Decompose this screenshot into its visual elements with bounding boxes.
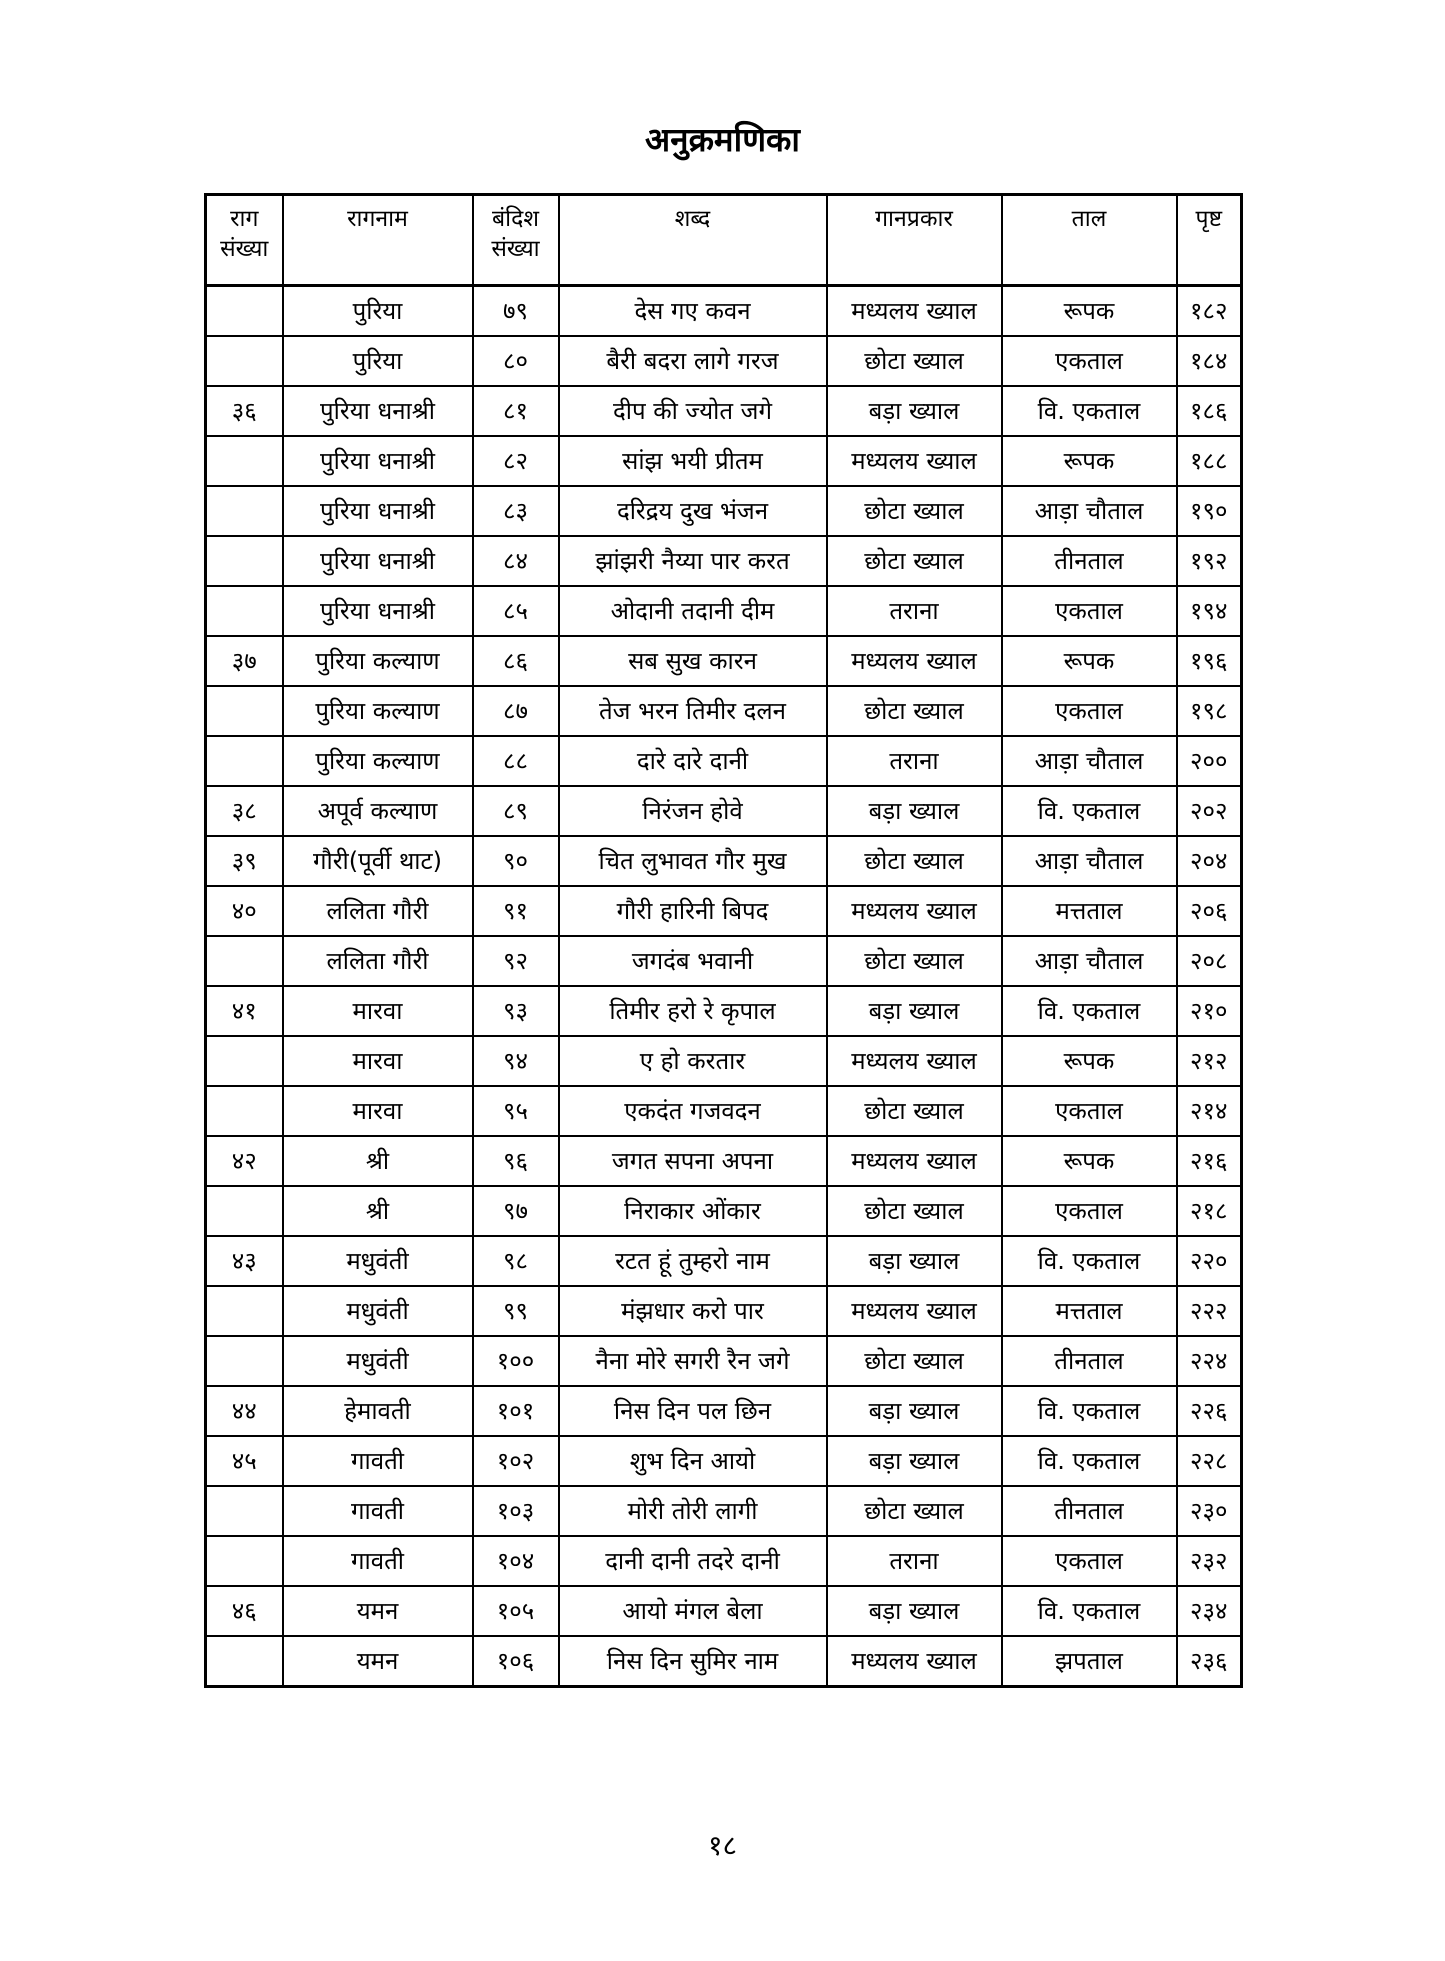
table-row [206, 536, 1242, 586]
cell-prishth: १९६ [1177, 636, 1242, 686]
cell-taal: आड़ा चौताल [1002, 836, 1177, 886]
column-header-prishth: पृष्ट [1177, 195, 1242, 286]
cell-raagnaam: मारवा [283, 986, 473, 1036]
cell-raag-sankhya: ४२ [206, 1136, 283, 1186]
cell-raagnaam: पुरिया धनाश्री [283, 586, 473, 636]
cell-taal: एकताल [1002, 336, 1177, 386]
cell-gaanprakar: मध्यलय ख्याल [827, 1036, 1002, 1086]
cell-shabd: दीप की ज्योत जगे [559, 386, 827, 436]
cell-gaanprakar: बड़ा ख्याल [827, 1386, 1002, 1436]
cell-gaanprakar: छोटा ख्याल [827, 1336, 1002, 1386]
table-row [206, 1036, 1242, 1086]
cell-bandish-sankhya: ९६ [473, 1136, 559, 1186]
cell-prishth: २१४ [1177, 1086, 1242, 1136]
cell-taal: वि. एकताल [1002, 1436, 1177, 1486]
cell-raagnaam: श्री [283, 1186, 473, 1236]
cell-raag-sankhya [206, 586, 283, 636]
table-row [206, 1136, 1242, 1186]
cell-raag-sankhya [206, 1286, 283, 1336]
cell-prishth: २१६ [1177, 1136, 1242, 1186]
cell-raag-sankhya: ३९ [206, 836, 283, 886]
cell-raagnaam: पुरिया धनाश्री [283, 486, 473, 536]
table-row [206, 486, 1242, 536]
cell-raagnaam: गावती [283, 1486, 473, 1536]
cell-taal: वि. एकताल [1002, 1386, 1177, 1436]
cell-bandish-sankhya: ७९ [473, 286, 559, 337]
cell-taal: रूपक [1002, 1036, 1177, 1086]
cell-raagnaam: पुरिया कल्याण [283, 636, 473, 686]
cell-bandish-sankhya: ८१ [473, 386, 559, 436]
cell-raagnaam: पुरिया धनाश्री [283, 436, 473, 486]
cell-prishth: १९८ [1177, 686, 1242, 736]
cell-taal: रूपक [1002, 1136, 1177, 1186]
table-row [206, 986, 1242, 1036]
cell-prishth: २२६ [1177, 1386, 1242, 1436]
cell-bandish-sankhya: ८९ [473, 786, 559, 836]
cell-shabd: मंझधार करो पार [559, 1286, 827, 1336]
cell-shabd: निरंजन होवे [559, 786, 827, 836]
cell-shabd: झांझरी नैय्या पार करत [559, 536, 827, 586]
cell-raag-sankhya [206, 936, 283, 986]
cell-taal: वि. एकताल [1002, 1236, 1177, 1286]
cell-raag-sankhya [206, 536, 283, 586]
cell-bandish-sankhya: १०० [473, 1336, 559, 1386]
page-title: अनुक्रमणिका [645, 120, 800, 159]
cell-shabd: निस दिन पल छिन [559, 1386, 827, 1436]
cell-gaanprakar: बड़ा ख्याल [827, 1586, 1002, 1636]
cell-gaanprakar: छोटा ख्याल [827, 1186, 1002, 1236]
cell-taal: झपताल [1002, 1636, 1177, 1687]
cell-raagnaam: यमन [283, 1636, 473, 1687]
cell-taal: रूपक [1002, 286, 1177, 337]
cell-raagnaam: गावती [283, 1536, 473, 1586]
cell-raag-sankhya [206, 336, 283, 386]
cell-taal: मत्तताल [1002, 1286, 1177, 1336]
cell-bandish-sankhya: १०४ [473, 1536, 559, 1586]
table-row [206, 686, 1242, 736]
cell-prishth: २०२ [1177, 786, 1242, 836]
cell-prishth: १८४ [1177, 336, 1242, 386]
cell-raag-sankhya: ३७ [206, 636, 283, 686]
cell-taal: वि. एकताल [1002, 986, 1177, 1036]
cell-raag-sankhya [206, 1186, 283, 1236]
cell-bandish-sankhya: ८७ [473, 686, 559, 736]
cell-raagnaam: मारवा [283, 1086, 473, 1136]
cell-shabd: दरिद्रय दुख भंजन [559, 486, 827, 536]
cell-taal: तीनताल [1002, 1336, 1177, 1386]
cell-raag-sankhya [206, 1086, 283, 1136]
cell-gaanprakar: मध्यलय ख्याल [827, 1136, 1002, 1186]
cell-taal: एकताल [1002, 1536, 1177, 1586]
cell-raag-sankhya: ४० [206, 886, 283, 936]
cell-shabd: बैरी बदरा लागे गरज [559, 336, 827, 386]
cell-shabd: जगत सपना अपना [559, 1136, 827, 1186]
cell-raagnaam: ललिता गौरी [283, 886, 473, 936]
cell-prishth: १९४ [1177, 586, 1242, 636]
cell-raagnaam: यमन [283, 1586, 473, 1636]
table-row [206, 1236, 1242, 1286]
cell-taal: रूपक [1002, 636, 1177, 686]
cell-shabd: सांझ भयी प्रीतम [559, 436, 827, 486]
cell-shabd: ओदानी तदानी दीम [559, 586, 827, 636]
cell-gaanprakar: मध्यलय ख्याल [827, 886, 1002, 936]
cell-prishth: १८६ [1177, 386, 1242, 436]
table-row [206, 1336, 1242, 1386]
cell-raagnaam: पुरिया धनाश्री [283, 536, 473, 586]
cell-raagnaam: अपूर्व कल्याण [283, 786, 473, 836]
cell-prishth: २१० [1177, 986, 1242, 1036]
cell-taal: आड़ा चौताल [1002, 486, 1177, 536]
cell-raag-sankhya [206, 1336, 283, 1386]
cell-shabd: गौरी हारिनी बिपद [559, 886, 827, 936]
cell-shabd: दानी दानी तदरे दानी [559, 1536, 827, 1586]
cell-bandish-sankhya: ९९ [473, 1286, 559, 1336]
cell-raagnaam: मधुवंती [283, 1336, 473, 1386]
table-row [206, 1536, 1242, 1586]
table-row [206, 936, 1242, 986]
cell-shabd: आयो मंगल बेला [559, 1586, 827, 1636]
table-row [206, 1586, 1242, 1636]
table-row [206, 1086, 1242, 1136]
cell-gaanprakar: तराना [827, 586, 1002, 636]
cell-taal: एकताल [1002, 1186, 1177, 1236]
table-row [206, 1286, 1242, 1336]
cell-gaanprakar: छोटा ख्याल [827, 1086, 1002, 1136]
cell-shabd: निराकार ओंकार [559, 1186, 827, 1236]
cell-taal: वि. एकताल [1002, 1586, 1177, 1636]
cell-raag-sankhya [206, 1486, 283, 1536]
cell-shabd: शुभ दिन आयो [559, 1436, 827, 1486]
cell-shabd: तेज भरन तिमीर दलन [559, 686, 827, 736]
cell-shabd: जगदंब भवानी [559, 936, 827, 986]
cell-gaanprakar: छोटा ख्याल [827, 836, 1002, 886]
cell-shabd: दारे दारे दानी [559, 736, 827, 786]
cell-bandish-sankhya: ९७ [473, 1186, 559, 1236]
cell-shabd: रटत हूं तुम्हरो नाम [559, 1236, 827, 1286]
cell-taal: तीनताल [1002, 1486, 1177, 1536]
cell-prishth: २१२ [1177, 1036, 1242, 1086]
cell-raag-sankhya: ३६ [206, 386, 283, 436]
column-header-raag-sankhya: राग संख्या [206, 195, 283, 286]
cell-raag-sankhya: ४६ [206, 1586, 283, 1636]
cell-raagnaam: पुरिया [283, 336, 473, 386]
cell-bandish-sankhya: ८८ [473, 736, 559, 786]
cell-raagnaam: गौरी(पूर्वी थाट) [283, 836, 473, 886]
table-row [206, 1436, 1242, 1486]
cell-gaanprakar: बड़ा ख्याल [827, 1236, 1002, 1286]
cell-raag-sankhya [206, 1636, 283, 1687]
cell-gaanprakar: छोटा ख्याल [827, 686, 1002, 736]
cell-raag-sankhya: ४३ [206, 1236, 283, 1286]
cell-bandish-sankhya: १०२ [473, 1436, 559, 1486]
cell-gaanprakar: मध्यलय ख्याल [827, 1636, 1002, 1687]
cell-shabd: नैना मोरे सगरी रैन जगे [559, 1336, 827, 1386]
cell-raag-sankhya [206, 486, 283, 536]
cell-raagnaam: गावती [283, 1436, 473, 1486]
cell-taal: आड़ा चौताल [1002, 736, 1177, 786]
table-row [206, 336, 1242, 386]
table-row [206, 586, 1242, 636]
cell-bandish-sankhya: ९२ [473, 936, 559, 986]
cell-raag-sankhya: ४५ [206, 1436, 283, 1486]
cell-raagnaam: पुरिया धनाश्री [283, 386, 473, 436]
cell-gaanprakar: तराना [827, 1536, 1002, 1586]
cell-gaanprakar: तराना [827, 736, 1002, 786]
cell-bandish-sankhya: १०५ [473, 1586, 559, 1636]
cell-raag-sankhya [206, 436, 283, 486]
cell-gaanprakar: बड़ा ख्याल [827, 986, 1002, 1036]
cell-bandish-sankhya: ८० [473, 336, 559, 386]
cell-taal: एकताल [1002, 586, 1177, 636]
cell-bandish-sankhya: ८३ [473, 486, 559, 536]
table-row [206, 786, 1242, 836]
cell-prishth: २२० [1177, 1236, 1242, 1286]
table-row [206, 1486, 1242, 1536]
cell-shabd: मोरी तोरी लागी [559, 1486, 827, 1536]
cell-gaanprakar: छोटा ख्याल [827, 1486, 1002, 1536]
cell-gaanprakar: बड़ा ख्याल [827, 386, 1002, 436]
cell-taal: एकताल [1002, 1086, 1177, 1136]
cell-gaanprakar: छोटा ख्याल [827, 336, 1002, 386]
cell-prishth: २३६ [1177, 1636, 1242, 1687]
cell-bandish-sankhya: ८६ [473, 636, 559, 686]
cell-prishth: २२४ [1177, 1336, 1242, 1386]
cell-taal: एकताल [1002, 686, 1177, 736]
table-row [206, 286, 1242, 337]
column-header-gaanprakar: गानप्रकार [827, 195, 1002, 286]
cell-raagnaam: मारवा [283, 1036, 473, 1086]
cell-raagnaam: पुरिया कल्याण [283, 736, 473, 786]
cell-raag-sankhya: ४४ [206, 1386, 283, 1436]
table-row [206, 436, 1242, 486]
cell-shabd: सब सुख कारन [559, 636, 827, 686]
cell-shabd: निस दिन सुमिर नाम [559, 1636, 827, 1687]
table-row [206, 886, 1242, 936]
cell-bandish-sankhya: ९१ [473, 886, 559, 936]
table-body [206, 286, 1242, 1687]
cell-shabd: एकदंत गजवदन [559, 1086, 827, 1136]
cell-taal: वि. एकताल [1002, 386, 1177, 436]
cell-prishth: १८२ [1177, 286, 1242, 337]
cell-gaanprakar: छोटा ख्याल [827, 536, 1002, 586]
cell-shabd: देस गए कवन [559, 286, 827, 337]
cell-prishth: २०४ [1177, 836, 1242, 886]
cell-bandish-sankhya: ९४ [473, 1036, 559, 1086]
cell-bandish-sankhya: १०६ [473, 1636, 559, 1687]
index-table [204, 193, 1243, 1688]
cell-gaanprakar: मध्यलय ख्याल [827, 1286, 1002, 1336]
table-row [206, 1386, 1242, 1436]
cell-bandish-sankhya: ९५ [473, 1086, 559, 1136]
table-row [206, 1186, 1242, 1236]
cell-prishth: २३० [1177, 1486, 1242, 1536]
cell-prishth: २३२ [1177, 1536, 1242, 1586]
table-row [206, 736, 1242, 786]
cell-bandish-sankhya: १०३ [473, 1486, 559, 1536]
cell-taal: वि. एकताल [1002, 786, 1177, 836]
cell-bandish-sankhya: ९३ [473, 986, 559, 1036]
cell-shabd: ए हो करतार [559, 1036, 827, 1086]
cell-raagnaam: पुरिया [283, 286, 473, 337]
cell-gaanprakar: छोटा ख्याल [827, 486, 1002, 536]
cell-raag-sankhya [206, 736, 283, 786]
table-row [206, 386, 1242, 436]
table-row [206, 836, 1242, 886]
cell-bandish-sankhya: ८४ [473, 536, 559, 586]
cell-prishth: २३४ [1177, 1586, 1242, 1636]
cell-prishth: २०८ [1177, 936, 1242, 986]
cell-prishth: १८८ [1177, 436, 1242, 486]
cell-bandish-sankhya: १०१ [473, 1386, 559, 1436]
cell-prishth: २१८ [1177, 1186, 1242, 1236]
cell-taal: रूपक [1002, 436, 1177, 486]
cell-bandish-sankhya: ९० [473, 836, 559, 886]
cell-prishth: २२२ [1177, 1286, 1242, 1336]
cell-taal: तीनताल [1002, 536, 1177, 586]
cell-raag-sankhya [206, 1036, 283, 1086]
cell-raag-sankhya [206, 686, 283, 736]
cell-raagnaam: ललिता गौरी [283, 936, 473, 986]
page-number: १८ [707, 1829, 738, 1862]
cell-raag-sankhya: ३८ [206, 786, 283, 836]
table-row [206, 636, 1242, 686]
cell-prishth: २०६ [1177, 886, 1242, 936]
column-header-bandish-sankhya: बंदिश संख्या [473, 195, 559, 286]
cell-prishth: २०० [1177, 736, 1242, 786]
cell-raag-sankhya [206, 1536, 283, 1586]
cell-bandish-sankhya: ८५ [473, 586, 559, 636]
column-header-shabd: शब्द [559, 195, 827, 286]
cell-bandish-sankhya: ८२ [473, 436, 559, 486]
column-header-taal: ताल [1002, 195, 1177, 286]
cell-raag-sankhya [206, 286, 283, 337]
cell-raagnaam: हेमावती [283, 1386, 473, 1436]
cell-gaanprakar: मध्यलय ख्याल [827, 636, 1002, 686]
header-row [206, 195, 1242, 286]
cell-gaanprakar: मध्यलय ख्याल [827, 436, 1002, 486]
cell-raag-sankhya: ४१ [206, 986, 283, 1036]
cell-prishth: २२८ [1177, 1436, 1242, 1486]
cell-raagnaam: पुरिया कल्याण [283, 686, 473, 736]
cell-gaanprakar: छोटा ख्याल [827, 936, 1002, 986]
cell-taal: मत्तताल [1002, 886, 1177, 936]
table-row [206, 1636, 1242, 1687]
cell-raagnaam: मधुवंती [283, 1286, 473, 1336]
cell-shabd: चित लुभावत गौर मुख [559, 836, 827, 886]
cell-gaanprakar: बड़ा ख्याल [827, 1436, 1002, 1486]
cell-gaanprakar: बड़ा ख्याल [827, 786, 1002, 836]
cell-prishth: १९२ [1177, 536, 1242, 586]
column-header-raagnaam: रागनाम [283, 195, 473, 286]
cell-taal: आड़ा चौताल [1002, 936, 1177, 986]
cell-shabd: तिमीर हरो रे कृपाल [559, 986, 827, 1036]
cell-bandish-sankhya: ९८ [473, 1236, 559, 1286]
cell-prishth: १९० [1177, 486, 1242, 536]
cell-gaanprakar: मध्यलय ख्याल [827, 286, 1002, 337]
cell-raagnaam: श्री [283, 1136, 473, 1186]
cell-raagnaam: मधुवंती [283, 1236, 473, 1286]
